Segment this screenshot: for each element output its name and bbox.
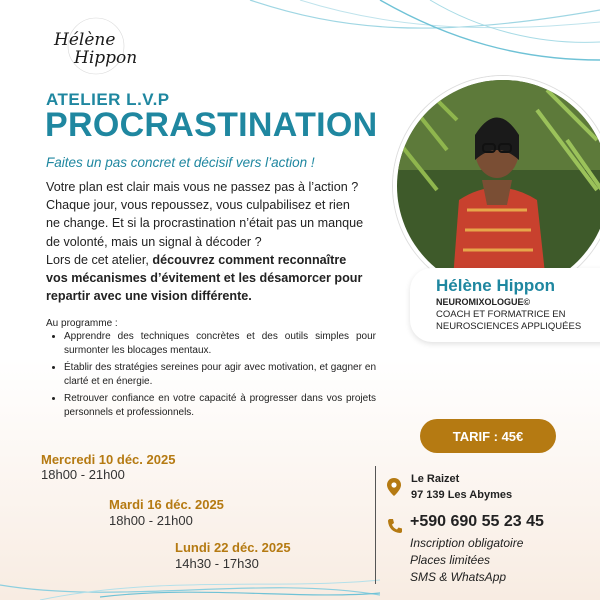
coach-name: Hélène Hippon <box>436 276 556 295</box>
page-title: PROCRASTINATION <box>45 106 378 144</box>
session-time-1: 18h00 - 21h00 <box>41 467 125 482</box>
intro-paragraph-2-start: Lors de cet atelier, <box>46 252 153 267</box>
location-place: Le Raizet <box>411 473 460 485</box>
registration-notes <box>410 535 523 586</box>
phone-number[interactable]: +590 690 55 23 45 <box>410 513 544 530</box>
coach-role-2 <box>436 309 581 332</box>
note-line-1: Inscription obligatoire <box>410 536 524 550</box>
workshop-subtitle: ATELIER L.V.P <box>46 90 170 109</box>
brand-logo <box>46 16 136 76</box>
coach-role-1: NEUROMIXOLOGUE© <box>436 297 531 307</box>
coach-role-2-line1: COACH ET FORMATRICE EN <box>436 309 566 320</box>
session-date-3: Lundi 22 déc. 2025 <box>175 540 291 555</box>
program-item: • Retrouver confiance en votre capacité à progresser dans vos projets personnels et professionnels. <box>64 392 376 420</box>
location-pin-icon <box>387 478 401 501</box>
location-address: 97 139 Les Abymes <box>411 489 513 501</box>
price-badge: TARIF : 45€ <box>420 419 556 453</box>
program-item: • Apprendre des techniques concrètes et des outils simples pour surmonter les blocages mentaux. <box>64 330 376 358</box>
tagline: Faites un pas concret et décisif vers l’action ! <box>46 155 315 170</box>
program-heading: Au programme : <box>46 318 118 329</box>
intro-paragraph-1: Votre plan est clair mais vous ne passez pas à l’action ? Chaque jour, vous repoussez, vous culpabilisez et rien ne change. Et si la procrastination n’était pas un manque de volonté, mais un signal à décoder ? <box>46 180 364 249</box>
session-time-3: 14h30 - 17h30 <box>175 556 259 571</box>
session-time-2: 18h00 - 21h00 <box>109 513 193 528</box>
logo-name-line1: Hélène <box>54 30 116 50</box>
note-line-3: SMS & WhatsApp <box>410 570 507 584</box>
coach-role-2-line2: NEUROSCIENCES APPLIQUÉES <box>436 320 582 332</box>
logo-name-line2: Hippon <box>74 48 138 68</box>
intro-text <box>46 178 366 305</box>
program-item: • Établir des stratégies sereines pour agir avec motivation, et gagner en clarté et en énergie. <box>64 361 376 389</box>
note-line-2: Places limitées <box>410 553 491 567</box>
divider <box>375 466 376 584</box>
session-date-2: Mardi 16 déc. 2025 <box>109 497 224 512</box>
coach-photo <box>393 76 600 296</box>
session-date-1: Mercredi 10 déc. 2025 <box>41 452 176 467</box>
phone-icon <box>387 518 403 539</box>
program-list <box>50 330 376 423</box>
intro-paragraph-2-bold: découvrez comment reconnaître vos mécanismes d’évitement et les désamorcer pour repartir avec une vision différente. <box>46 252 363 304</box>
